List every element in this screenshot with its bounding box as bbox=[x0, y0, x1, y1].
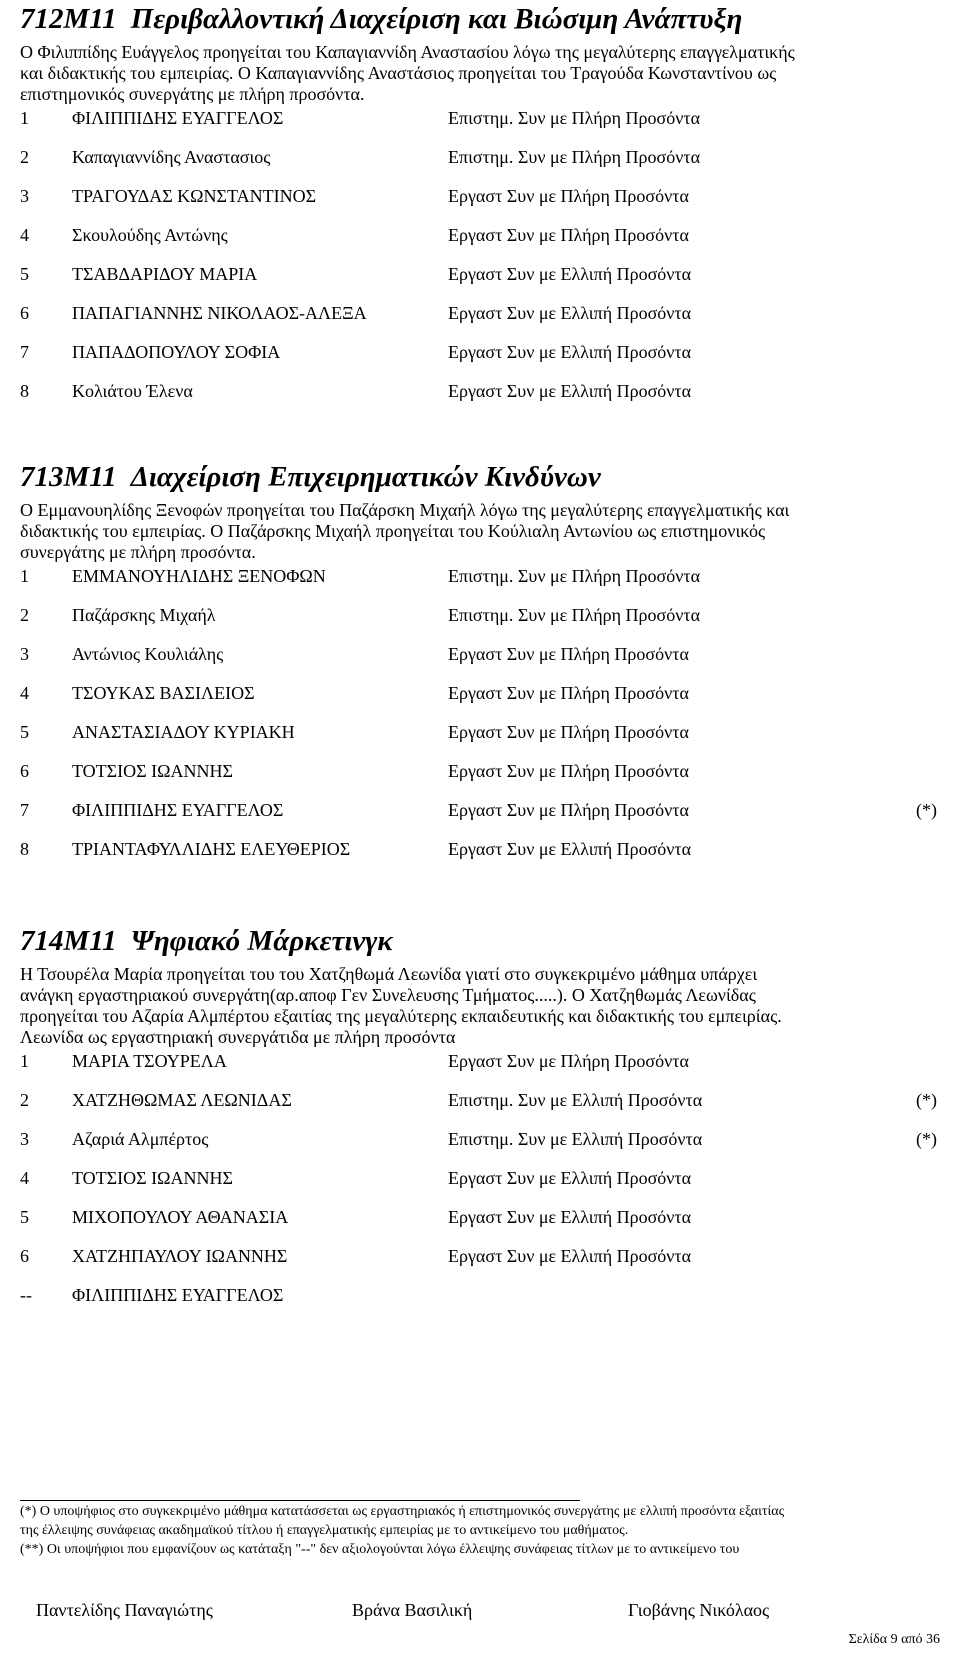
candidate-row bbox=[20, 643, 940, 682]
rank: 3 bbox=[20, 644, 29, 664]
candidate-status: Εργαστ Συν με Ελλιπή Προσόντα bbox=[448, 303, 692, 323]
course-title: Ψηφιακό Μάρκετινγκ bbox=[130, 925, 393, 957]
candidate-list bbox=[20, 1050, 940, 1323]
candidate-name: ΦΙΛΙΠΠΙΔΗΣ ΕΥΑΓΓΕΛΟΣ bbox=[72, 108, 284, 128]
candidate-name: Κολιάτου Έλενα bbox=[72, 381, 193, 401]
rank: 5 bbox=[20, 1207, 29, 1227]
candidate-status: Εργαστ Συν με Ελλιπή Προσόντα bbox=[448, 264, 692, 284]
rank: 1 bbox=[20, 1051, 29, 1071]
candidate-status: Εργαστ Συν με Ελλιπή Προσόντα bbox=[448, 342, 692, 362]
footnote-mark: (*) bbox=[916, 1129, 937, 1149]
paragraph-line: ανάγκη εργαστηριακού συνεργάτη(αρ.αποφ Γεν Συνελευσης Τμήματος.....). Ο Χατζηθωμάς Λεωνίδας bbox=[20, 985, 756, 1005]
candidate-name: ΤΟΤΣΙΟΣ ΙΩΑΝΝΗΣ bbox=[72, 761, 233, 781]
candidate-row bbox=[20, 380, 940, 419]
rank: 6 bbox=[20, 761, 29, 781]
ranking-explanation bbox=[20, 42, 940, 105]
candidate-name: Παζάρσκης Μιχαήλ bbox=[72, 605, 216, 625]
candidate-name: ΤΣΟΥΚΑΣ ΒΑΣΙΛΕΙΟΣ bbox=[72, 683, 255, 703]
candidate-name: ΧΑΤΖΗΘΩΜΑΣ ΛΕΩΝΙΔΑΣ bbox=[72, 1090, 292, 1110]
candidate-name: ΜΙΧΟΠΟΥΛΟΥ ΑΘΑΝΑΣΙΑ bbox=[72, 1207, 289, 1227]
rank: 1 bbox=[20, 108, 29, 128]
candidate-status: Επιστημ. Συν με Πλήρη Προσόντα bbox=[448, 605, 701, 625]
candidate-name: ΠΑΠΑΔΟΠΟΥΛΟΥ ΣΟΦΙΑ bbox=[72, 342, 281, 362]
rank: 6 bbox=[20, 303, 29, 323]
candidate-name: ΑΝΑΣΤΑΣΙΑΔΟΥ ΚΥΡΙΑΚΗ bbox=[72, 722, 295, 742]
footnote-mark: (*) bbox=[916, 1090, 937, 1110]
footnote-line: της έλλειψης συνάφειας ακαδημαϊκού τίτλου ή επαγγελματικής εμπειρίας με το αντικείμενο του μαθήματος. bbox=[20, 1523, 629, 1538]
candidate-status: Εργαστ Συν με Ελλιπή Προσόντα bbox=[448, 1168, 692, 1188]
course-section-712 bbox=[20, 2, 940, 419]
candidate-name: ΧΑΤΖΗΠΑΥΛΟΥ ΙΩΑΝΝΗΣ bbox=[72, 1246, 288, 1266]
rank: 6 bbox=[20, 1246, 29, 1266]
section-title bbox=[20, 2, 940, 36]
paragraph-line: Ο Εμμανουηλίδης Ξενοφών προηγείται του Παζάρσκη Μιχαήλ λόγω της μεγαλύτερης επαγγελματικής και bbox=[20, 500, 790, 520]
candidate-name: ΕΜΜΑΝΟΥΗΛΙΔΗΣ ΞΕΝΟΦΩΝ bbox=[72, 566, 326, 586]
candidate-status: Εργαστ Συν με Πλήρη Προσόντα bbox=[448, 683, 689, 703]
candidate-row bbox=[20, 341, 940, 380]
rank: 5 bbox=[20, 264, 29, 284]
rank: 4 bbox=[20, 1168, 29, 1188]
rank: 5 bbox=[20, 722, 29, 742]
candidate-row bbox=[20, 799, 940, 838]
candidate-status: Εργαστ Συν με Πλήρη Προσόντα bbox=[448, 722, 689, 742]
candidate-row bbox=[20, 1128, 940, 1167]
signatory-name: Παντελίδης Παναγιώτης bbox=[36, 1600, 213, 1620]
candidate-name: ΤΡΑΓΟΥΔΑΣ ΚΩΝΣΤΑΝΤΙΝΟΣ bbox=[72, 186, 317, 206]
candidate-name: ΦΙΛΙΠΠΙΔΗΣ ΕΥΑΓΓΕΛΟΣ bbox=[72, 1285, 284, 1305]
candidate-row bbox=[20, 1089, 940, 1128]
candidate-row bbox=[20, 1206, 940, 1245]
paragraph-line: Ο Φιλιππίδης Ευάγγελος προηγείται του Καπαγιαννίδη Αναστασίου λόγω της μεγαλύτερης επαγγελματικής bbox=[20, 42, 795, 62]
candidate-row bbox=[20, 1284, 940, 1323]
footnote-divider bbox=[20, 1500, 580, 1501]
rank: -- bbox=[20, 1285, 32, 1305]
candidate-row bbox=[20, 604, 940, 643]
candidate-row bbox=[20, 107, 940, 146]
paragraph-line: Λεωνίδα ως εργαστηριακή συνεργάτιδα με πλήρη προσόντα bbox=[20, 1027, 456, 1047]
course-title: Περιβαλλοντική Διαχείριση και Βιώσιμη Ανάπτυξη bbox=[130, 3, 743, 35]
candidate-status: Εργαστ Συν με Πλήρη Προσόντα bbox=[448, 800, 689, 820]
candidate-row bbox=[20, 1245, 940, 1284]
course-code: 712Μ11 bbox=[20, 3, 117, 35]
candidate-list bbox=[20, 565, 940, 877]
candidate-row bbox=[20, 185, 940, 224]
rank: 4 bbox=[20, 225, 29, 245]
candidate-row bbox=[20, 1167, 940, 1206]
rank: 3 bbox=[20, 186, 29, 206]
footnote-mark: (*) bbox=[916, 800, 937, 820]
rank: 8 bbox=[20, 381, 29, 401]
signatory-name: Βράνα Βασιλική bbox=[352, 1600, 473, 1620]
signatory-name: Γιοβάνης Νικόλαος bbox=[628, 1600, 770, 1620]
section-title bbox=[20, 460, 940, 494]
candidate-status: Επιστημ. Συν με Ελλιπή Προσόντα bbox=[448, 1129, 703, 1149]
rank: 4 bbox=[20, 683, 29, 703]
candidate-row bbox=[20, 302, 940, 341]
rank: 2 bbox=[20, 605, 29, 625]
candidate-name: ΤΟΤΣΙΟΣ ΙΩΑΝΝΗΣ bbox=[72, 1168, 233, 1188]
candidate-name: ΦΙΛΙΠΠΙΔΗΣ ΕΥΑΓΓΕΛΟΣ bbox=[72, 800, 284, 820]
candidate-name: Καπαγιαννίδης Αναστασιος bbox=[72, 147, 271, 167]
course-title: Διαχείριση Επιχειρηματικών Κινδύνων bbox=[130, 461, 601, 493]
candidate-status: Εργαστ Συν με Ελλιπή Προσόντα bbox=[448, 839, 692, 859]
ranking-explanation bbox=[20, 500, 940, 563]
candidate-row bbox=[20, 682, 940, 721]
rank: 7 bbox=[20, 800, 29, 820]
candidate-list bbox=[20, 107, 940, 419]
candidate-row bbox=[20, 760, 940, 799]
candidate-row bbox=[20, 1050, 940, 1089]
paragraph-line: διδακτικής του εμπειρίας. Ο Παζάρσκης Μιχαήλ προηγείται του Κούλιαλη Αντωνίου ως επιστημονικός bbox=[20, 521, 766, 541]
candidate-name: Σκουλούδης Αντώνης bbox=[72, 225, 228, 245]
rank: 1 bbox=[20, 566, 29, 586]
candidate-row bbox=[20, 224, 940, 263]
candidate-name: ΠΑΠΑΓΙΑΝΝΗΣ ΝΙΚΟΛΑΟΣ-ΑΛΕΞΑ bbox=[72, 303, 367, 323]
candidate-row bbox=[20, 263, 940, 302]
candidate-name: Αντώνιος Κουλιάλης bbox=[72, 644, 224, 664]
candidate-status: Επιστημ. Συν με Πλήρη Προσόντα bbox=[448, 108, 701, 128]
candidate-name: Αζαριά Αλμπέρτος bbox=[72, 1129, 209, 1149]
candidate-name: ΤΡΙΑΝΤΑΦΥΛΛΙΔΗΣ ΕΛΕΥΘΕΡΙΟΣ bbox=[72, 839, 351, 859]
candidate-row bbox=[20, 565, 940, 604]
rank: 7 bbox=[20, 342, 29, 362]
candidate-status: Εργαστ Συν με Ελλιπή Προσόντα bbox=[448, 381, 692, 401]
candidate-status: Επιστημ. Συν με Ελλιπή Προσόντα bbox=[448, 1090, 703, 1110]
rank: 8 bbox=[20, 839, 29, 859]
course-section-713 bbox=[20, 460, 940, 877]
paragraph-line: συνεργάτης με πλήρη προσόντα. bbox=[20, 542, 256, 562]
candidate-row bbox=[20, 721, 940, 760]
rank: 3 bbox=[20, 1129, 29, 1149]
rank: 2 bbox=[20, 147, 29, 167]
footnotes bbox=[20, 1502, 950, 1559]
course-code: 713Μ11 bbox=[20, 461, 117, 493]
candidate-status: Επιστημ. Συν με Πλήρη Προσόντα bbox=[448, 147, 701, 167]
rank: 2 bbox=[20, 1090, 29, 1110]
candidate-status: Εργαστ Συν με Ελλιπή Προσόντα bbox=[448, 1246, 692, 1266]
course-section-714 bbox=[20, 924, 940, 1323]
candidate-row bbox=[20, 146, 940, 185]
page-number: Σελίδα 9 από 36 bbox=[848, 1632, 940, 1647]
candidate-status: Εργαστ Συν με Πλήρη Προσόντα bbox=[448, 225, 689, 245]
candidate-name: ΜΑΡΙΑ ΤΣΟΥΡΕΛΑ bbox=[72, 1051, 227, 1071]
course-code: 714Μ11 bbox=[20, 925, 117, 957]
candidate-status: Εργαστ Συν με Πλήρη Προσόντα bbox=[448, 644, 689, 664]
footnote-line: (*) Ο υποψήφιος στο συγκεκριμένο μάθημα κατατάσσεται ως εργαστηριακός ή επιστημονικός συνεργάτης με ελλιπή προσόντα εξαιτίας bbox=[20, 1504, 785, 1519]
ranking-explanation bbox=[20, 964, 940, 1048]
candidate-row bbox=[20, 838, 940, 877]
candidate-name: ΤΣΑΒΔΑΡΙΔΟΥ ΜΑΡΙΑ bbox=[72, 264, 258, 284]
paragraph-line: και διδακτικής του εμπειρίας. Ο Καπαγιαννίδης Αναστάσιος προηγείται του Τραγούδα Κωνσταντίνου ως bbox=[20, 63, 777, 83]
paragraph-line: προηγείται του Αζαρία Αλμπέρτου εξαιτίας της μεγαλύτερης εκπαιδευτικής και διδακτικής του εμπειρίας. bbox=[20, 1006, 782, 1026]
footnote-line: (**) Οι υποψήφιοι που εμφανίζουν ως κατάταξη "--" δεν αξιολογούνται λόγω έλλειψης συνάφειας τίτλων με το αντικείμενο του bbox=[20, 1542, 740, 1557]
candidate-status: Επιστημ. Συν με Πλήρη Προσόντα bbox=[448, 566, 701, 586]
candidate-status: Εργαστ Συν με Πλήρη Προσόντα bbox=[448, 186, 689, 206]
candidate-status: Εργαστ Συν με Ελλιπή Προσόντα bbox=[448, 1207, 692, 1227]
section-title bbox=[20, 924, 940, 958]
candidate-status: Εργαστ Συν με Πλήρη Προσόντα bbox=[448, 761, 689, 781]
paragraph-line: επιστημονικός συνεργάτης με πλήρη προσόντα. bbox=[20, 84, 365, 104]
paragraph-line: Η Τσουρέλα Μαρία προηγείται του του Χατζηθωμά Λεωνίδα γιατί στο συγκεκριμένο μάθημα υπάρχει bbox=[20, 964, 758, 984]
candidate-status: Εργαστ Συν με Πλήρη Προσόντα bbox=[448, 1051, 689, 1071]
